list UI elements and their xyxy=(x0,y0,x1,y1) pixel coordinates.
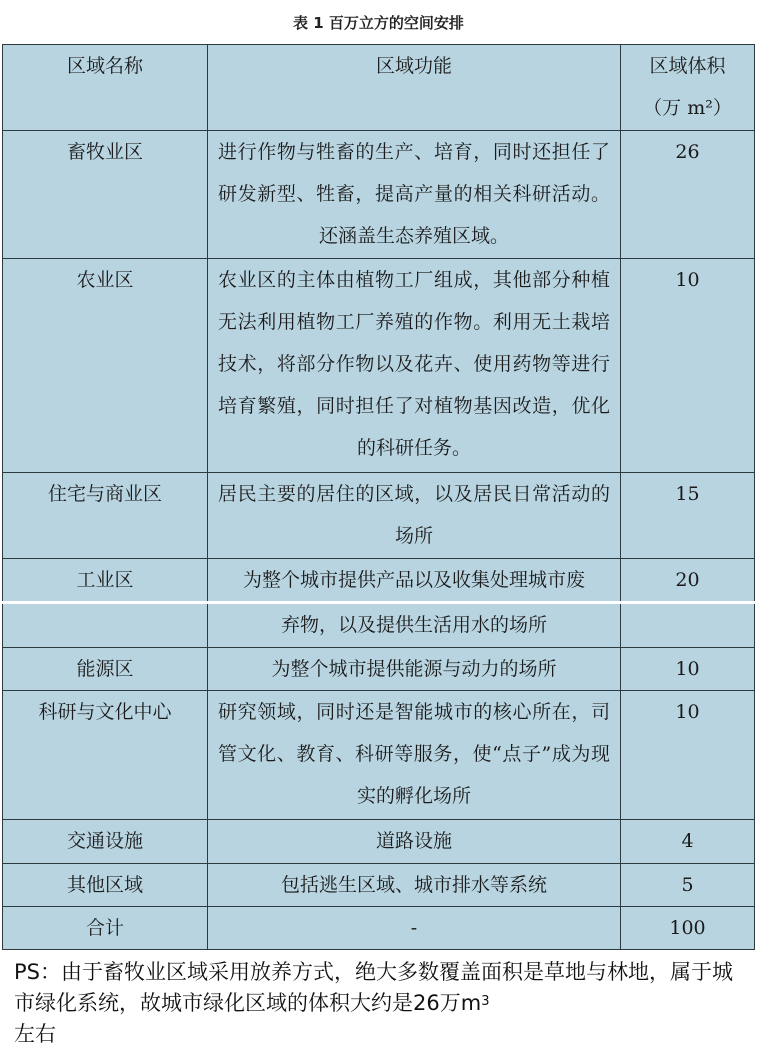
row-name: 工业区 xyxy=(3,559,208,603)
row-volume: 20 xyxy=(621,559,755,603)
footnote-tail: 左右 xyxy=(14,1022,56,1046)
row-function: 道路设施 xyxy=(208,820,621,864)
footnote-superscript: 3 xyxy=(481,994,490,1009)
row-function: 为整个城市提供产品以及收集处理城市废 xyxy=(208,559,621,603)
table-title: 表 1 百万立方的空间安排 xyxy=(293,13,464,32)
total-label: 合计 xyxy=(3,907,208,950)
row-name: 其他区域 xyxy=(3,864,208,907)
row-name: 能源区 xyxy=(3,648,208,691)
table-row xyxy=(3,820,755,864)
footnote xyxy=(14,957,749,1050)
row-function: 弃物，以及提供生活用水的场所 xyxy=(208,603,621,648)
row-volume: 10 xyxy=(621,691,755,820)
row-volume: 5 xyxy=(621,864,755,907)
row-volume: 10 xyxy=(621,648,755,691)
row-name xyxy=(3,603,208,648)
header-name: 区域名称 xyxy=(3,45,208,131)
table-row xyxy=(3,131,755,259)
row-name: 农业区 xyxy=(3,259,208,473)
table-row xyxy=(3,691,755,820)
row-volume: 26 xyxy=(621,131,755,259)
table-total-row xyxy=(3,907,755,950)
table-header-row xyxy=(3,45,755,131)
row-volume xyxy=(621,603,755,648)
row-function: 为整个城市提供能源与动力的场所 xyxy=(208,648,621,691)
table-row xyxy=(3,559,755,603)
table-row xyxy=(3,864,755,907)
header-function: 区域功能 xyxy=(208,45,621,131)
table-row xyxy=(3,259,755,473)
header-volume-line1: 区域体积 xyxy=(649,55,726,77)
row-function: 农业区的主体由植物工厂组成，其他部分种植无法利用植物工厂养殖的作物。利用无土栽培技术，将部分作物以及花卉、使用药物等进行培育繁殖，同时担任了对植物基因改造，优化的科研任务。 xyxy=(208,259,621,473)
footnote-text: PS：由于畜牧业区域采用放养方式，绝大多数覆盖面积是草地与林地，属于城市绿化系统，故城市绿化区域的体积大约是26万m xyxy=(14,960,733,1015)
table-row xyxy=(3,603,755,648)
row-volume: 4 xyxy=(621,820,755,864)
row-name: 住宅与商业区 xyxy=(3,473,208,559)
row-function: 研究领域，同时还是智能城市的核心所在，司管文化、教育、科研等服务，使“点子”成为现实的孵化场所 xyxy=(208,691,621,820)
row-function: 包括逃生区域、城市排水等系统 xyxy=(208,864,621,907)
row-volume: 15 xyxy=(621,473,755,559)
header-volume-line2: （万 m²） xyxy=(643,97,732,119)
row-function: 居民主要的居住的区域，以及居民日常活动的场所 xyxy=(208,473,621,559)
space-allocation-table xyxy=(2,44,755,950)
total-function: - xyxy=(208,907,621,950)
row-volume: 10 xyxy=(621,259,755,473)
row-name: 交通设施 xyxy=(3,820,208,864)
row-name: 畜牧业区 xyxy=(3,131,208,259)
table-row xyxy=(3,473,755,559)
total-volume: 100 xyxy=(621,907,755,950)
row-function: 进行作物与牲畜的生产、培育，同时还担任了研发新型、牲畜，提高产量的相关科研活动。还涵盖生态养殖区域。 xyxy=(208,131,621,259)
row-name: 科研与文化中心 xyxy=(3,691,208,820)
table-row xyxy=(3,648,755,691)
header-volume xyxy=(621,45,755,131)
